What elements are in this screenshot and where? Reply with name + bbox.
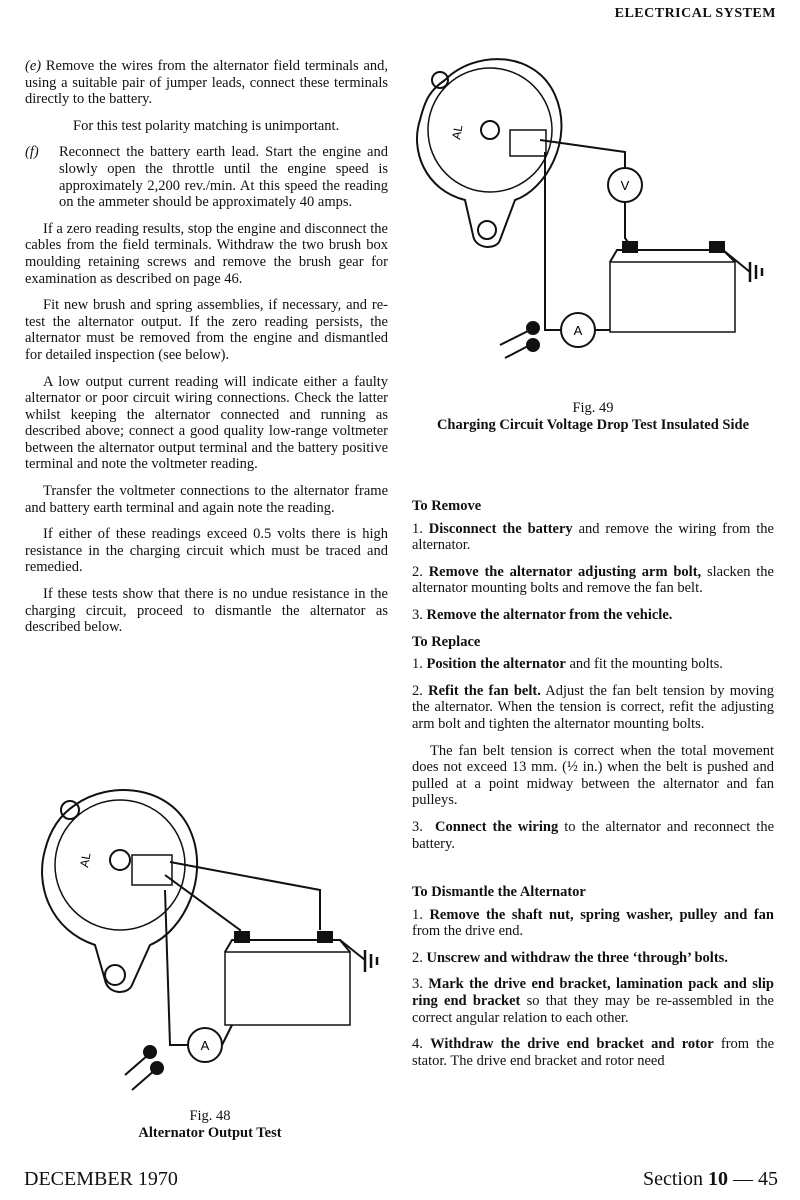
clip-1 (144, 1046, 156, 1058)
figure-48-caption (60, 1108, 360, 1142)
terminal-block (510, 130, 546, 156)
top-mount-hole (61, 801, 79, 819)
step-number: 1. (412, 520, 423, 537)
ammeter-label: A (200, 1038, 210, 1053)
replace-step-3 (412, 819, 774, 852)
step-number: 2. (412, 682, 423, 699)
step-rest: and remove the wiring from the alternator. (412, 520, 774, 554)
step-number: 2. (412, 949, 423, 966)
paragraph-exceed: If either of these readings exceed 0.5 volts there is high resistance in the charging circuit which must be traced and remedied. (25, 526, 388, 576)
step-number: 1. (412, 656, 423, 673)
footer-date: DECEMBER 1970 (24, 1168, 178, 1190)
section-prefix: Section (643, 1168, 708, 1190)
remove-steps-list (412, 521, 774, 624)
step-e-label: (e) (25, 58, 42, 74)
step-bold: Disconnect the battery (428, 520, 573, 537)
step-bold: Mark the drive end bracket, lamination pack and slip ring end bracket (412, 976, 775, 1010)
ammeter-label: A (573, 323, 583, 338)
battery-terminal-negative (318, 932, 332, 942)
step-number: 1. (412, 906, 423, 923)
step-rest: Adjust the fan belt tension by moving the alternator. When the tension is correct, refit the adjusting arm bolt and tighten the alternator mounting bolts. (412, 682, 775, 732)
replace-heading: To Replace (412, 633, 481, 650)
dismantle-heading: To Dismantle the Alternator (412, 884, 586, 901)
step-f-text: Reconnect the battery earth lead. Start the engine and slowly open the throttle until the engine speed is approximately 2,200 rev./min. At this speed the reading on the ammeter should be approximately 40 amps. (59, 144, 388, 211)
list-item (412, 521, 774, 554)
paragraph-step-e (25, 58, 388, 108)
tension-note: The fan belt tension is correct when the total movement does not exceed 13 mm. (½ in.) when the belt is pushed and pulled at a point midway between the alternator and fan pulleys. (412, 742, 774, 809)
figure-48-diagram (20, 780, 400, 1110)
paragraph-low-output: A low output current reading will indicate either a faulty alternator or poor circuit wiring connections. Check the latter whilst keeping the alternator connected and running as described above; connect a good quality low-range voltmeter between the alternator output terminal and the battery positive terminal and note the voltmeter reading. (25, 373, 388, 473)
section-number: 10 (708, 1168, 728, 1190)
figure-49-diagram (405, 40, 785, 390)
step-number: 2. (412, 563, 423, 580)
clip-1 (527, 322, 539, 334)
shaft-hole (110, 850, 130, 870)
paragraph-polarity: For this test polarity matching is unimportant. (73, 117, 340, 134)
footer-section (643, 1168, 778, 1191)
list-item (412, 976, 774, 1026)
paragraph-fit-brush: Fit new brush and spring assemblies, if necessary, and re-test the alternator output. If the zero reading persists, the alternator must be removed from the engine and dismantled for detailed inspection (see below). (25, 297, 388, 363)
field-lead-2 (165, 875, 240, 940)
dismantle-steps-list (412, 907, 774, 1070)
step-rest: to the alternator and reconnect the battery. (412, 818, 775, 852)
step-number: 3. (412, 818, 423, 835)
step-number: 3. (412, 976, 423, 993)
battery-body (225, 952, 350, 1025)
list-item (412, 907, 774, 940)
section-suffix: — 45 (728, 1168, 778, 1190)
earth-symbol (365, 950, 377, 972)
voltmeter-lead-bottom (625, 202, 630, 245)
voltmeter-label: V (620, 178, 630, 193)
right-column (412, 490, 774, 1079)
battery-terminal-positive (235, 932, 249, 942)
left-column (25, 58, 388, 646)
shaft-hole (481, 121, 499, 139)
list-item (412, 1036, 774, 1069)
terminal-block (132, 855, 172, 885)
step-rest: so that they may be re-assembled in the correct angular relation to each other. (412, 993, 774, 1026)
remove-heading: To Remove (412, 498, 482, 514)
list-item (412, 607, 774, 624)
fig48-number: Fig. 48 (189, 1108, 231, 1124)
step-bold: Connect the wiring (434, 818, 559, 835)
step-rest: from the drive end. (412, 923, 524, 940)
step-rest: from the stator. The drive end bracket and rotor need (412, 1036, 775, 1069)
list-item (412, 564, 774, 597)
list-item (412, 656, 774, 673)
fig48-title: Alternator Output Test (138, 1125, 282, 1141)
list-item (412, 950, 774, 967)
bottom-mount-hole (105, 965, 125, 985)
step-e-text: Remove the wires from the alternator field terminals and, using a suitable pair of jumper leads, connect these terminals directly to the battery. (25, 58, 389, 108)
paragraph-step-f (25, 144, 388, 210)
paragraph-transfer: Transfer the voltmeter connections to the alternator frame and battery earth terminal and again note the reading. (25, 483, 388, 516)
battery-terminal-negative (710, 242, 724, 252)
step-bold: Remove the alternator from the vehicle. (426, 606, 673, 623)
step-rest: and fit the mounting bolts. (565, 656, 723, 673)
earth-lead (723, 250, 750, 272)
list-item (412, 683, 774, 733)
ammeter-lead (545, 152, 561, 330)
step-bold: Remove the alternator adjusting arm bolt, (428, 563, 702, 580)
bottom-mount-hole (478, 221, 496, 239)
alt-marking: AL (77, 851, 94, 869)
alt-marking: AL (449, 123, 466, 141)
step-number: 3. (412, 606, 423, 623)
step-bold: Refit the fan belt. (428, 682, 541, 699)
ammeter-lead-2 (222, 1025, 232, 1045)
step-bold: Position the alternator (426, 656, 566, 673)
running-header: ELECTRICAL SYSTEM (614, 6, 776, 21)
earth-symbol (750, 262, 762, 282)
step-f-label: (f) (25, 144, 39, 161)
paragraph-tests: If these tests show that there is no undue resistance in the charging circuit, proceed to dismantle the alternator as described below. (25, 586, 388, 636)
clip-2 (527, 339, 539, 351)
alternator-housing (42, 790, 197, 992)
step-number: 4. (412, 1036, 423, 1053)
jumper-leads (125, 1055, 155, 1090)
step-bold: Remove the shaft nut, spring washer, pulley and fan (429, 906, 774, 923)
fig49-title: Charging Circuit Voltage Drop Test Insulated Side (436, 417, 750, 433)
step-bold: Unscrew and withdraw the three ‘through’ bolts. (426, 949, 728, 966)
fig49-number: Fig. 49 (572, 400, 614, 416)
step-rest: slacken the alternator mounting bolts and remove the fan belt. (412, 563, 774, 597)
earth-lead (340, 940, 365, 960)
battery-terminal-positive (623, 242, 637, 252)
figure-49-caption (412, 400, 774, 434)
replace-steps-list (412, 656, 774, 732)
paragraph-zero-reading: If a zero reading results, stop the engine and disconnect the cables from the field terminals. Withdraw the two brush box moulding retaining screws and remove the brush gear for examination as described on page 46. (25, 220, 388, 287)
step-bold: Withdraw the drive end bracket and rotor (430, 1036, 714, 1053)
clip-2 (151, 1062, 163, 1074)
battery-body (610, 262, 735, 332)
jumper-lead-1 (500, 330, 530, 358)
